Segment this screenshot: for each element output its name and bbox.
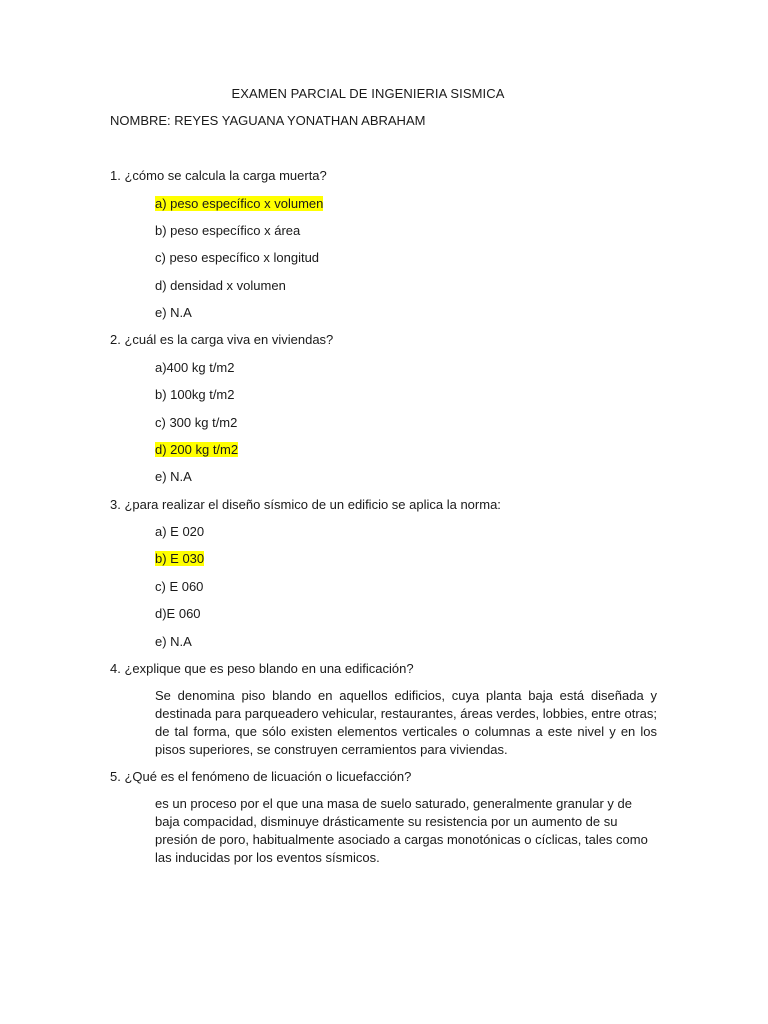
- highlighted-answer: d) 200 kg t/m2: [155, 442, 239, 457]
- question-5-answer: es un proceso por el que una masa de suelo saturado, generalmente granular y de baja compacidad, disminuye drásticamente su resistencia por un aumento de su presión de poro, habitualmente asociado a cargas monotónicas o cíclicas, tales como las inducidas por los eventos sísmicos.: [155, 796, 648, 865]
- question-3: 3. ¿para realizar el diseño sísmico de un edificio se aplica la norma:: [110, 497, 501, 512]
- highlighted-answer: a) peso específico x volumen: [155, 196, 324, 211]
- question-4: 4. ¿explique que es peso blando en una edificación?: [110, 661, 414, 676]
- question-1-option-e: e) N.A: [155, 305, 192, 320]
- question-2-option-c: c) 300 kg t/m2: [155, 415, 238, 430]
- question-1-option-d: d) densidad x volumen: [155, 278, 286, 293]
- question-3-option-b: [155, 551, 204, 566]
- question-2-option-a: a)400 kg t/m2: [155, 360, 235, 375]
- question-3-option-e: e) N.A: [155, 634, 192, 649]
- question-2: 2. ¿cuál es la carga viva en viviendas?: [110, 332, 334, 347]
- document-title: EXAMEN PARCIAL DE INGENIERIA SISMICA: [231, 86, 505, 101]
- question-5: 5. ¿Qué es el fenómeno de licuación o licuefacción?: [110, 769, 412, 784]
- question-3-option-a: a) E 020: [155, 524, 205, 539]
- question-1-option-a: [155, 196, 323, 211]
- question-2-option-e: e) N.A: [155, 469, 192, 484]
- question-1-option-b: b) peso específico x área: [155, 223, 301, 238]
- question-2-option-b: b) 100kg t/m2: [155, 387, 235, 402]
- question-1: 1. ¿cómo se calcula la carga muerta?: [110, 168, 327, 183]
- highlighted-answer: b) E 030: [155, 551, 205, 566]
- question-3-option-c: c) E 060: [155, 579, 204, 594]
- question-4-answer: Se denomina piso blando en aquellos edificios, cuya planta baja está diseñada y destinada para parqueadero vehicular, restaurantes, áreas verdes, lobbies, entre otras; de tal forma, que sólo existen elementos verticales o columnas a este nivel y en los pisos superiores, se construyen cerramientos para viviendas.: [155, 688, 657, 757]
- question-2-option-d: [155, 442, 238, 457]
- student-name-line: NOMBRE: REYES YAGUANA YONATHAN ABRAHAM: [110, 113, 426, 128]
- question-3-option-d: d)E 060: [155, 606, 201, 621]
- question-1-option-c: c) peso específico x longitud: [155, 250, 320, 265]
